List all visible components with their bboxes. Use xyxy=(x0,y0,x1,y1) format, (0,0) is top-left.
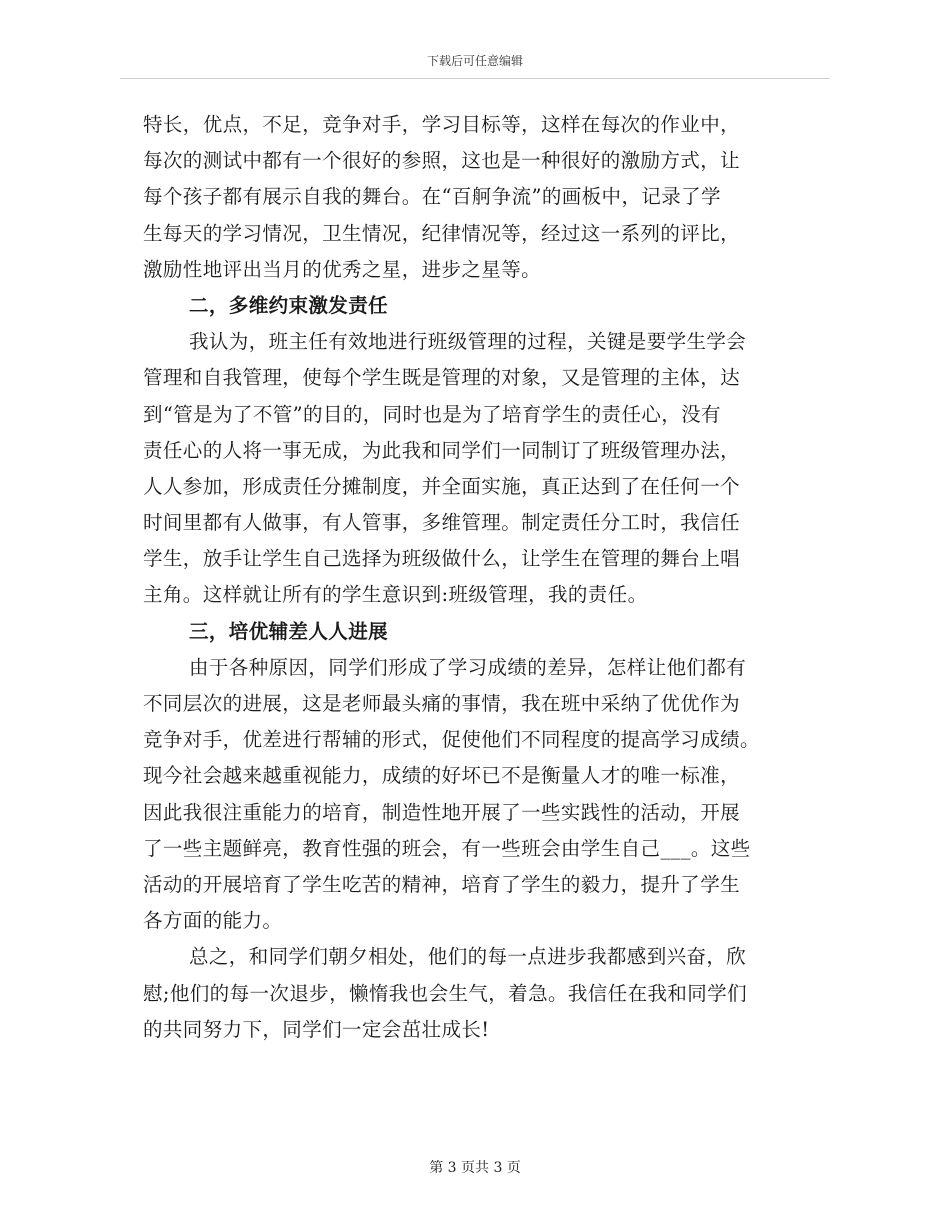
text-line: 各方面的能力。 xyxy=(143,909,283,933)
document-body xyxy=(143,107,808,1048)
text-line: 生每天的学习情况，卫生情况，纪律情况等，经过这一系列的评比， xyxy=(143,221,741,245)
text-line: 到“管是为了不管”的目的，同时也是为了培育学生的责任心，没有 xyxy=(143,402,721,426)
text-line: 慰;他们的每一次退步，懒惰我也会生气，着急。我信任在我和同学们 xyxy=(143,981,747,1005)
section-heading: 二，多维约束激发责任 xyxy=(189,293,389,317)
text-line: 因此我很注重能力的培育，制造性地开展了一些实践性的活动，开展 xyxy=(143,800,741,824)
text-line: 不同层次的进展，这是老师最头痛的事情，我在班中采纳了优优作为 xyxy=(143,692,741,715)
text-line: 时间里都有人做事，有人管事，多维管理。制定责任分工时，我信任 xyxy=(143,511,741,535)
text-line: 每个孩子都有展示自我的舞台。在“百舸争流”的画板中，记录了学 xyxy=(143,185,721,209)
text-line: 的共同努力下，同学们一定会茁壮成长! xyxy=(143,1017,490,1041)
text-line: 由于各种原因，同学们形成了学习成绩的差异，怎样让他们都有 xyxy=(189,655,747,679)
text-line: 竞争对手，优差进行帮辅的形式，促使他们不同程度的提高学习成绩。 xyxy=(143,728,760,752)
header-divider xyxy=(120,78,830,79)
text-line: 现今社会越来越重视能力，成绩的好坏已不是衡量人才的唯一标准， xyxy=(143,764,741,788)
text-line: 总之，和同学们朝夕相处，他们的每一点进步我都感到兴奋，欣 xyxy=(189,945,747,969)
text-line: 责任心的人将一事无成，为此我和同学们一同制订了班级管理办法， xyxy=(143,438,741,462)
text-line: 主角。这样就让所有的学生意识到:班级管理，我的责任。 xyxy=(143,583,648,607)
text-line: 学生，放手让学生自己选择为班级做什么，让学生在管理的舞台上唱 xyxy=(143,547,741,571)
text-line: 每次的测试中都有一个很好的参照，这也是一种很好的激励方式，让 xyxy=(143,149,741,173)
text-line: 活动的开展培育了学生吃苦的精神，培育了学生的毅力，提升了学生 xyxy=(143,872,741,896)
text-line: 人人参加，形成责任分摊制度，并全面实施，真正达到了在任何一个 xyxy=(143,474,741,498)
text-line: 特长，优点，不足，竞争对手，学习目标等，这样在每次的作业中， xyxy=(143,113,741,136)
text-line: 了一些主题鲜亮，教育性强的班会，有一些班会由学生自己___。这些 xyxy=(143,836,751,860)
text-line: 我认为，班主任有效地进行班级管理的过程，关键是要学生学会 xyxy=(189,330,747,354)
text-line: 激励性地评出当月的优秀之星，进步之星等。 xyxy=(143,257,542,281)
section-heading: 三，培优辅差人人进展 xyxy=(189,619,389,643)
text-line: 管理和自我管理，使每个学生既是管理的对象，又是管理的主体，达 xyxy=(143,366,741,390)
page-header: 下载后可任意编辑 xyxy=(426,54,523,68)
page-footer: 第 3 页共 3 页 xyxy=(429,1160,521,1176)
